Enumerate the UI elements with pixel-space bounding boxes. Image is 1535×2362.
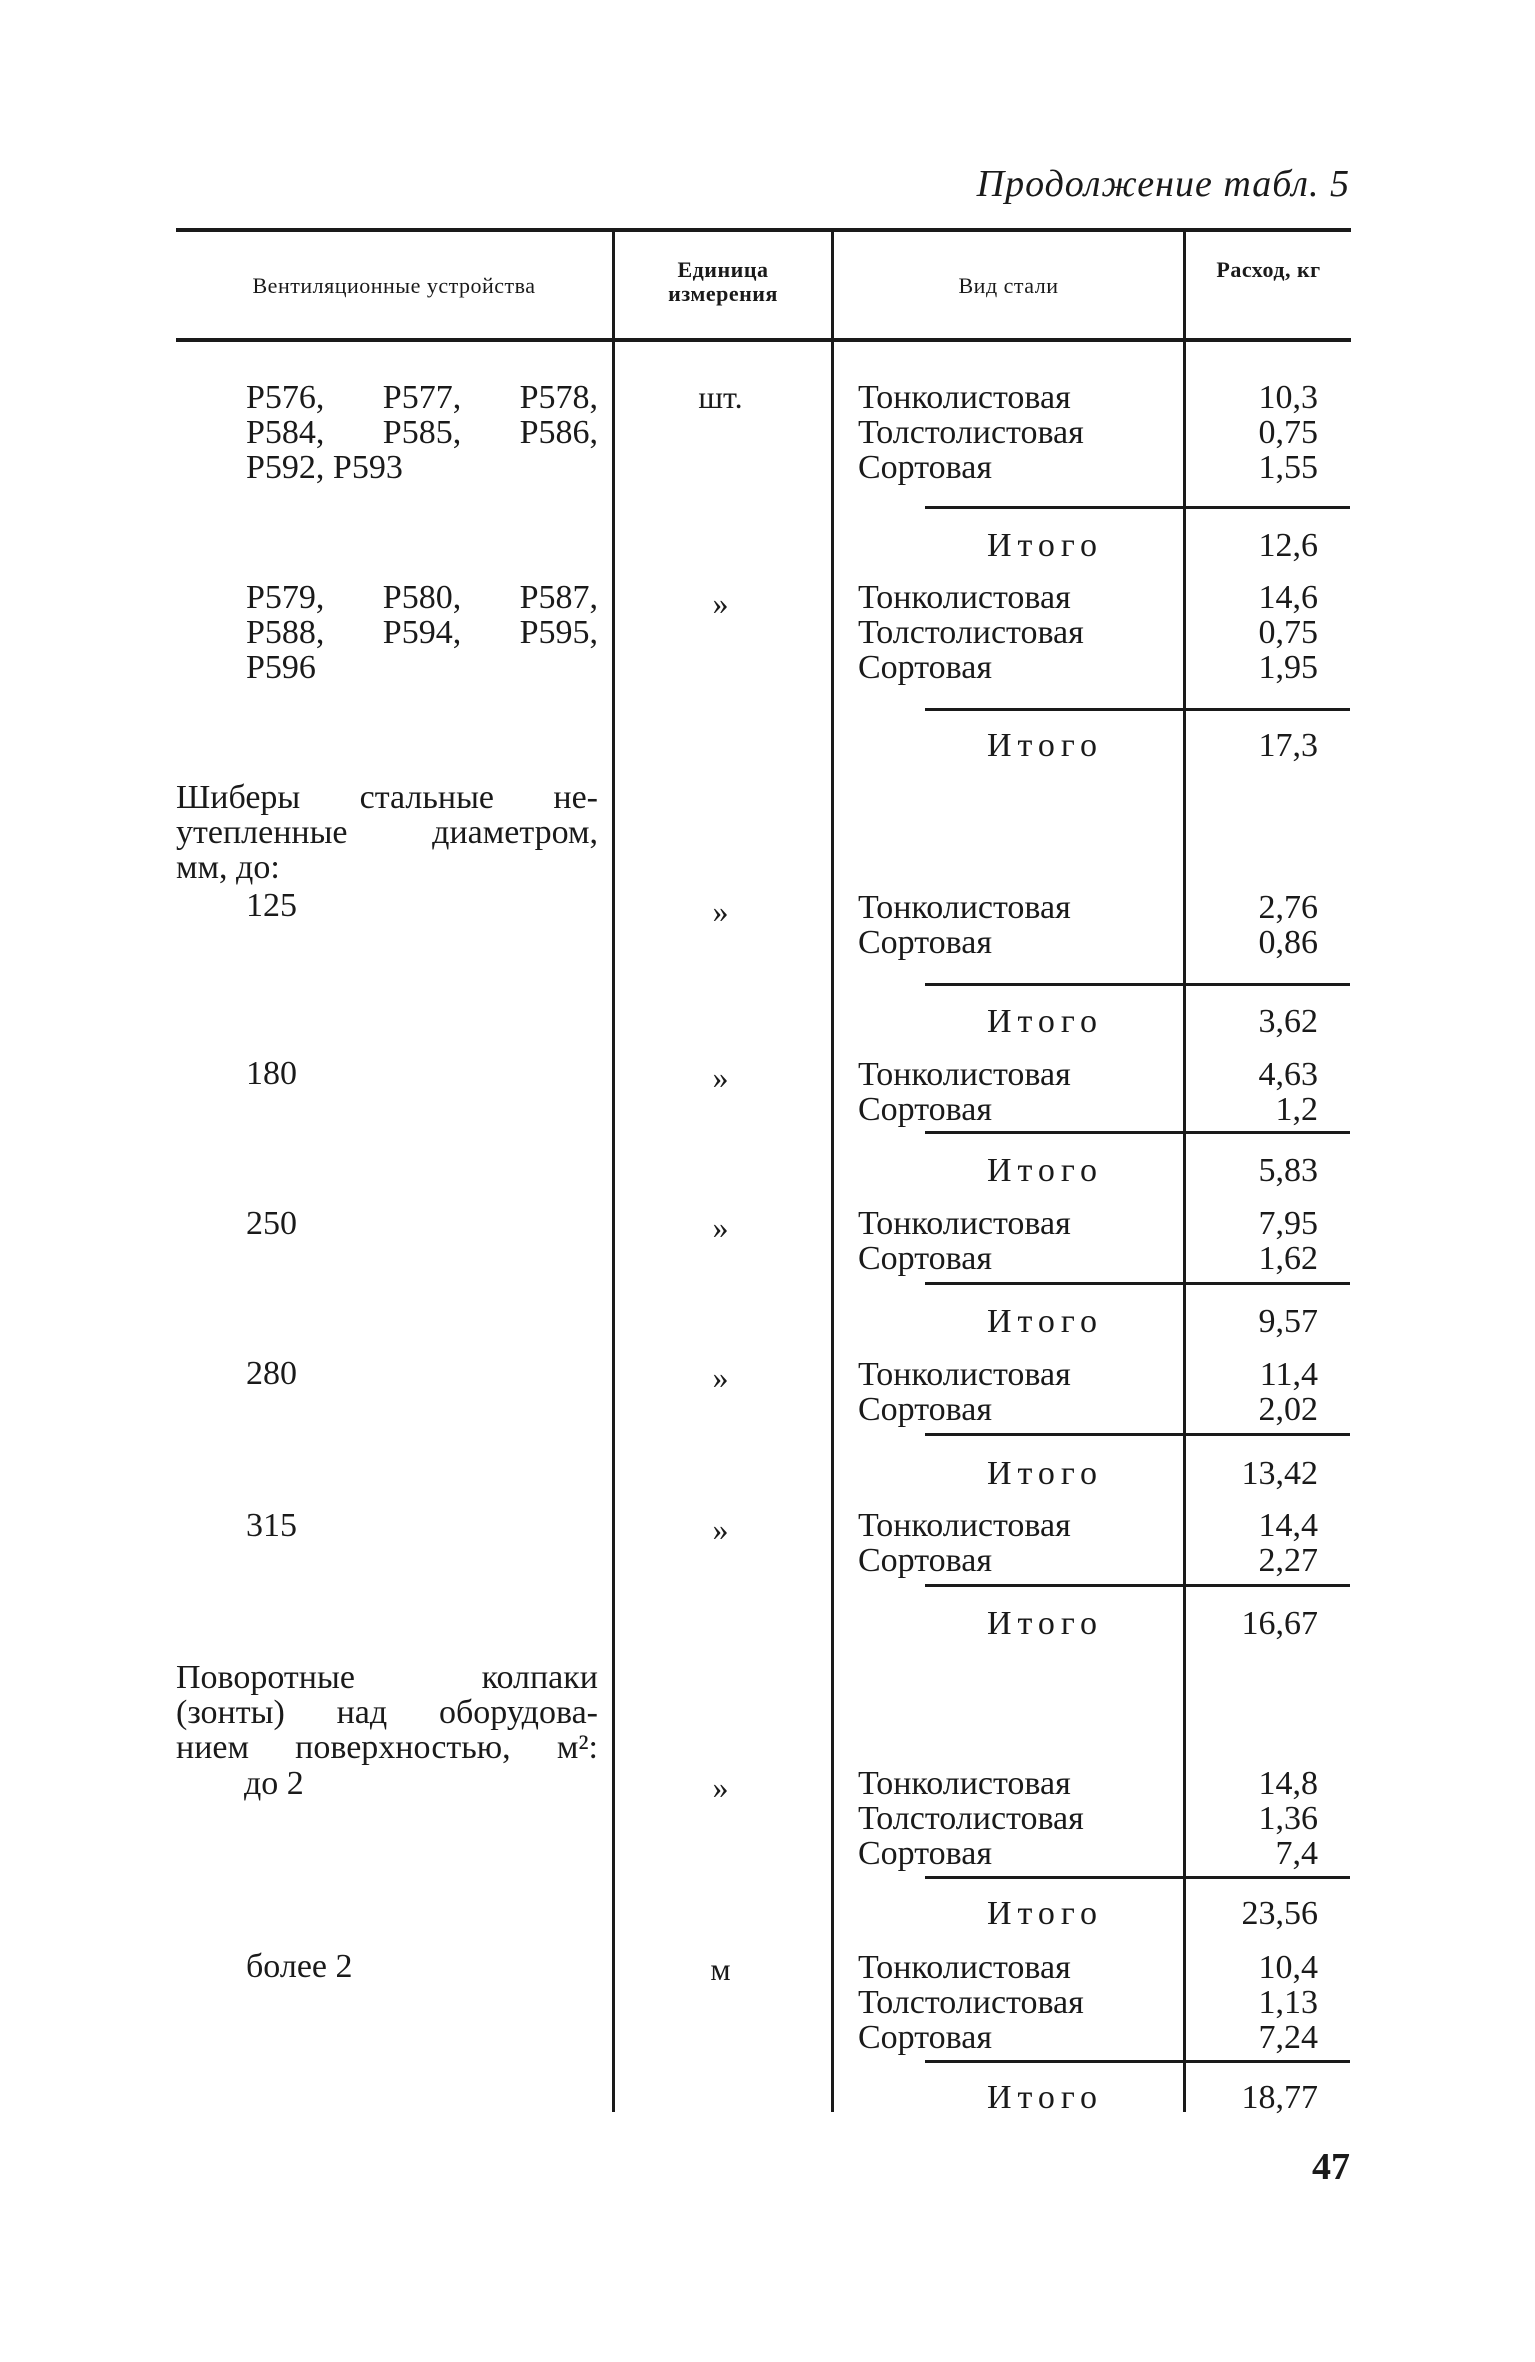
row-r576-total: 12,6 (1258, 527, 1318, 564)
consumption-value: 1,2 (1275, 1091, 1318, 1128)
consumption-value: 11,4 (1259, 1356, 1318, 1393)
steel-type: Тонколистовая (858, 1765, 1071, 1802)
header-consumption-text: Расход, кг (1216, 257, 1321, 282)
consumption-value: 0,75 (1258, 614, 1318, 651)
row-d125-values (1190, 890, 1318, 960)
consumption-value: 14,8 (1258, 1765, 1318, 1802)
row-over2-total-label: Итого (986, 2079, 1104, 2116)
header-devices: Вентиляционные устройства (252, 273, 536, 298)
row-d180-total-label: Итого (986, 1152, 1104, 1189)
row-over2-values (1190, 1950, 1318, 2055)
consumption-value: 2,02 (1258, 1391, 1318, 1428)
row-r576-unit: шт. (698, 379, 743, 415)
consumption-value: 2,76 (1258, 889, 1318, 926)
desc-line: Р596 (246, 649, 316, 686)
steel-type: Толстолистовая (858, 414, 1084, 451)
row-d125-unit: » (712, 893, 729, 929)
steel-type: Сортовая (858, 649, 992, 686)
subtotal-rule (925, 2060, 1350, 2063)
row-d315-unit: » (712, 1511, 729, 1547)
consumption-value: 7,4 (1275, 1835, 1318, 1872)
steel-type: Сортовая (858, 1091, 992, 1128)
subtotal-rule (925, 1282, 1350, 1285)
row-d125-size: 125 (246, 887, 297, 924)
steel-type: Тонколистовая (858, 379, 1071, 416)
desc-line: Р576, Р577, Р578, (246, 379, 598, 416)
row-d125-total-label: Итого (986, 1003, 1104, 1040)
row-r579-values (1190, 580, 1318, 685)
row-r579-unit: » (712, 585, 729, 621)
steel-type: Сортовая (858, 1391, 992, 1428)
desc-line: Шиберы стальные не- (176, 779, 598, 816)
row-d180-values (1190, 1057, 1318, 1127)
row-d315-values (1190, 1508, 1318, 1578)
table-top-rule (176, 228, 1351, 232)
steel-type: Сортовая (858, 924, 992, 961)
consumption-value: 10,4 (1258, 1949, 1318, 1986)
subtotal-rule (925, 983, 1350, 986)
consumption-value: 0,86 (1258, 924, 1318, 961)
consumption-value: 1,55 (1258, 449, 1318, 486)
steel-type: Тонколистовая (858, 579, 1071, 616)
steel-type: Сортовая (858, 1240, 992, 1277)
steel-type: Тонколистовая (858, 1205, 1071, 1242)
consumption-value: 14,4 (1258, 1507, 1318, 1544)
row-d180-steel (858, 1057, 1071, 1127)
row-upto2-values (1190, 1766, 1318, 1871)
desc-line: мм, до: (176, 849, 280, 886)
steel-type: Сортовая (858, 1542, 992, 1579)
steel-type: Тонколистовая (858, 1949, 1071, 1986)
steel-type: Толстолистовая (858, 614, 1084, 651)
row-d315-total: 16,67 (1241, 1605, 1318, 1642)
desc-line: Р579, Р580, Р587, (246, 579, 598, 616)
row-d180-unit: » (712, 1059, 729, 1095)
shibers-heading (176, 780, 598, 885)
row-upto2-total: 23,56 (1241, 1895, 1318, 1932)
row-d280-steel (858, 1357, 1071, 1427)
row-over2-size: более 2 (246, 1948, 353, 1985)
row-upto2-total-label: Итого (986, 1895, 1104, 1932)
consumption-value: 1,13 (1258, 1984, 1318, 2021)
row-d280-size: 280 (246, 1355, 297, 1392)
row-d315-total-label: Итого (986, 1605, 1104, 1642)
row-d250-total: 9,57 (1258, 1303, 1318, 1340)
column-divider-2 (831, 232, 834, 2112)
header-bottom-rule (176, 338, 1351, 342)
subtotal-rule (925, 1433, 1350, 1436)
steel-type: Толстолистовая (858, 1984, 1084, 2021)
steel-type: Сортовая (858, 2019, 992, 2056)
column-divider-1 (612, 232, 615, 2112)
consumption-value: 2,27 (1258, 1542, 1318, 1579)
row-over2-steel (858, 1950, 1084, 2055)
table-caption: Продолжение табл. 5 (976, 163, 1350, 205)
desc-line: Р592, Р593 (246, 449, 403, 486)
desc-line: (зонты) над оборудова- (176, 1694, 598, 1731)
row-upto2-steel (858, 1766, 1084, 1871)
desc-line: нием поверхностью, м²: (176, 1729, 598, 1766)
consumption-value: 10,3 (1258, 379, 1318, 416)
row-d280-total-label: Итого (986, 1455, 1104, 1492)
row-d125-total: 3,62 (1258, 1003, 1318, 1040)
steel-type: Тонколистовая (858, 1356, 1071, 1393)
consumption-value: 1,36 (1258, 1800, 1318, 1837)
desc-line: утепленные диаметром, (176, 814, 598, 851)
row-r579-total: 17,3 (1258, 727, 1318, 764)
row-d250-size: 250 (246, 1205, 297, 1242)
subtotal-rule (925, 1876, 1350, 1879)
row-d315-steel (858, 1508, 1071, 1578)
subtotal-rule (925, 1131, 1350, 1134)
subtotal-rule (925, 506, 1350, 509)
header-steel: Вид стали (958, 273, 1059, 298)
column-divider-3 (1183, 232, 1186, 2112)
subtotal-rule (925, 1584, 1350, 1587)
row-d250-unit: » (712, 1209, 729, 1245)
row-d180-size: 180 (246, 1055, 297, 1092)
row-r576-steel (858, 380, 1084, 485)
steel-type: Тонколистовая (858, 1056, 1071, 1093)
row-upto2-size: до 2 (244, 1765, 304, 1802)
steel-type: Тонколистовая (858, 889, 1071, 926)
desc-line: Р588, Р594, Р595, (246, 614, 598, 651)
row-d315-size: 315 (246, 1507, 297, 1544)
consumption-value: 7,24 (1258, 2019, 1318, 2056)
consumption-value: 0,75 (1258, 414, 1318, 451)
hoods-heading (176, 1660, 598, 1765)
row-d250-steel (858, 1206, 1071, 1276)
consumption-value: 1,62 (1258, 1240, 1318, 1277)
row-upto2-unit: » (712, 1769, 729, 1805)
header-unit (615, 258, 831, 306)
row-d280-values (1190, 1357, 1318, 1427)
steel-type: Толстолистовая (858, 1800, 1084, 1837)
row-r576-description (246, 380, 598, 485)
row-r579-total-label: Итого (986, 727, 1104, 764)
consumption-value: 7,95 (1258, 1205, 1318, 1242)
row-r579-steel (858, 580, 1084, 685)
header-unit-text: Единица измерения (668, 257, 778, 306)
row-d250-values (1190, 1206, 1318, 1276)
row-d180-total: 5,83 (1258, 1152, 1318, 1189)
steel-type: Сортовая (858, 1835, 992, 1872)
row-d280-unit: » (712, 1359, 729, 1395)
page-number: 47 (1312, 2146, 1350, 2188)
steel-type: Сортовая (858, 449, 992, 486)
row-r579-description (246, 580, 598, 685)
row-d250-total-label: Итого (986, 1303, 1104, 1340)
consumption-value: 14,6 (1258, 579, 1318, 616)
row-d280-total: 13,42 (1241, 1455, 1318, 1492)
row-over2-unit: м (710, 1951, 731, 1987)
consumption-value: 4,63 (1258, 1056, 1318, 1093)
row-r576-total-label: Итого (986, 527, 1104, 564)
consumption-value: 1,95 (1258, 649, 1318, 686)
row-r576-values (1190, 380, 1318, 485)
row-d125-steel (858, 890, 1071, 960)
desc-line: Р584, Р585, Р586, (246, 414, 598, 451)
row-over2-total: 18,77 (1241, 2079, 1318, 2116)
steel-type: Тонколистовая (858, 1507, 1071, 1544)
header-consumption (1186, 258, 1351, 282)
subtotal-rule (925, 708, 1350, 711)
desc-line: Поворотные колпаки (176, 1659, 598, 1696)
